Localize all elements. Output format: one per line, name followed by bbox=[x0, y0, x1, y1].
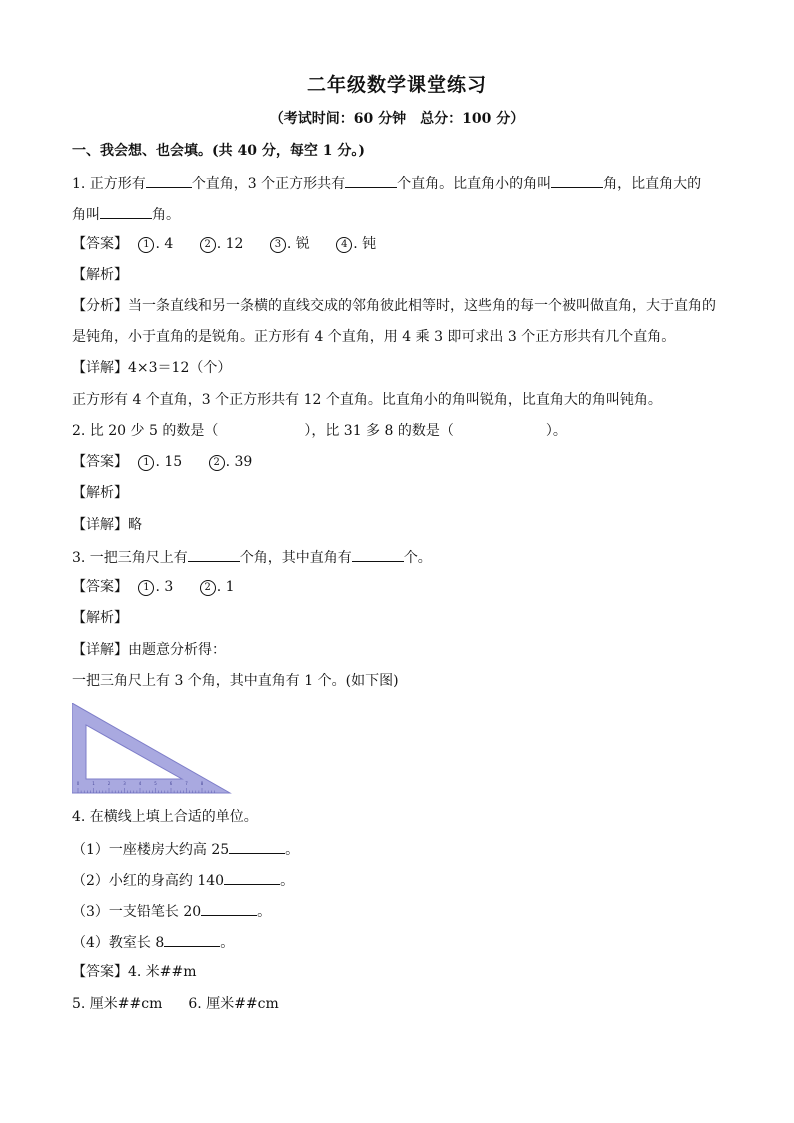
fenxi-line-1: 【分析】当一条直线和另一条横的直线交成的邻角彼此相等时，这些角的每一个被叫做直角，大于直角的 bbox=[72, 298, 716, 314]
blank-field bbox=[201, 901, 257, 916]
answer-line bbox=[72, 453, 274, 471]
circled-number: 2 bbox=[200, 580, 216, 596]
answer-item: 2 . 1 bbox=[200, 578, 235, 596]
question-2: 2. 比 20 少 5 的数是（ ），比 31 多 8 的数是（ ）。 bbox=[72, 423, 567, 439]
answer-label: 【答案】 bbox=[72, 454, 128, 470]
answer-line bbox=[72, 578, 257, 596]
circled-number: 1 bbox=[138, 455, 154, 471]
question-4-item-2: （2）小红的身高约 140 。 bbox=[72, 870, 294, 890]
answer-continued: 5. 厘米##cm 6. 厘米##cm bbox=[72, 996, 279, 1012]
question-3: 3. 一把三角尺上有 个角，其中直角有 个。 bbox=[72, 547, 432, 567]
circled-number: 1 bbox=[138, 580, 154, 596]
answer-item: 1 . 3 bbox=[138, 578, 173, 596]
ruler-tick-label: 6 bbox=[169, 781, 173, 786]
answer-line: 【答案】4. 米##m bbox=[72, 964, 197, 980]
blank-field bbox=[146, 173, 192, 188]
blank-field bbox=[551, 173, 603, 188]
question-4-item-3: （3）一支铅笔长 20 。 bbox=[72, 901, 271, 921]
circled-number: 2 bbox=[209, 455, 225, 471]
answer-item: 1 . 15 bbox=[138, 453, 182, 471]
question-4-item-4: （4）教室长 8 。 bbox=[72, 932, 234, 952]
answer-line bbox=[72, 235, 398, 253]
answer-item: 2 . 12 bbox=[200, 235, 244, 253]
blank-field bbox=[100, 204, 152, 219]
question-1-line-1: 1. 正方形有 个直角，3 个正方形共有 个直角。比直角小的角叫 角，比直角大的 bbox=[72, 173, 701, 193]
blank-field bbox=[229, 839, 285, 854]
question-1-line-2: 角叫 角。 bbox=[72, 204, 180, 224]
page-subtitle: （考试时间：60 分钟 总分：100 分） bbox=[269, 111, 525, 127]
detail-line-2: 一把三角尺上有 3 个角，其中直角有 1 个。(如下图) bbox=[72, 673, 399, 689]
circled-number: 1 bbox=[138, 237, 154, 253]
triangle-ruler-figure bbox=[72, 703, 232, 795]
analysis-label: 【解析】 bbox=[72, 610, 128, 626]
blank-field bbox=[224, 870, 280, 885]
answer-label: 【答案】 bbox=[72, 964, 128, 980]
circled-number: 3 bbox=[270, 237, 286, 253]
detail-line-1: 【详解】由题意分析得： bbox=[72, 642, 226, 658]
blank-field bbox=[164, 932, 220, 947]
blank-field bbox=[345, 173, 397, 188]
answer-label: 【答案】 bbox=[72, 236, 128, 252]
fenxi-line-2: 是钝角，小于直角的是锐角。正方形有 4 个直角，用 4 乘 3 即可求出 3 个正方形共有几个直角。 bbox=[72, 329, 676, 345]
detail-line-2: 正方形有 4 个直角，3 个正方形共有 12 个直角。比直角小的角叫锐角，比直角大的角叫钝角。 bbox=[72, 392, 662, 408]
question-4-item-1: （1）一座楼房大约高 25 。 bbox=[72, 839, 299, 859]
analysis-label: 【解析】 bbox=[72, 485, 128, 501]
detail-line-1: 【详解】4×3＝12（个） bbox=[72, 360, 232, 376]
question-4-stem: 4. 在横线上填上合适的单位。 bbox=[72, 809, 258, 825]
circled-number: 4 bbox=[336, 237, 352, 253]
analysis-label: 【解析】 bbox=[72, 267, 128, 283]
ruler-tick-label: 0 bbox=[76, 781, 80, 786]
page-title: 二年级数学课堂练习 bbox=[306, 74, 487, 96]
blank-field bbox=[352, 547, 404, 562]
circled-number: 2 bbox=[200, 237, 216, 253]
answer-item: 3 . 锐 bbox=[270, 235, 310, 253]
ruler-tick-label: 3 bbox=[123, 781, 126, 786]
triangle-ruler-shape bbox=[72, 703, 230, 793]
answer-item: 1 . 4 bbox=[138, 235, 173, 253]
section-heading: 一、我会想、也会填。(共 40 分，每空 1 分。) bbox=[72, 143, 365, 159]
answer-item: 2 . 39 bbox=[209, 453, 253, 471]
ruler-tick-label: 5 bbox=[154, 781, 157, 786]
detail-line: 【详解】略 bbox=[72, 517, 142, 533]
ruler-tick-label: 2 bbox=[107, 781, 111, 786]
answer-label: 【答案】 bbox=[72, 579, 128, 595]
answer-item: 4 . 钝 bbox=[336, 235, 376, 253]
ruler-tick-label: 8 bbox=[200, 781, 204, 786]
ruler-tick-label: 4 bbox=[138, 781, 142, 786]
blank-field bbox=[188, 547, 240, 562]
ruler-tick-label: 1 bbox=[92, 781, 95, 786]
ruler-tick-label: 7 bbox=[185, 781, 188, 786]
